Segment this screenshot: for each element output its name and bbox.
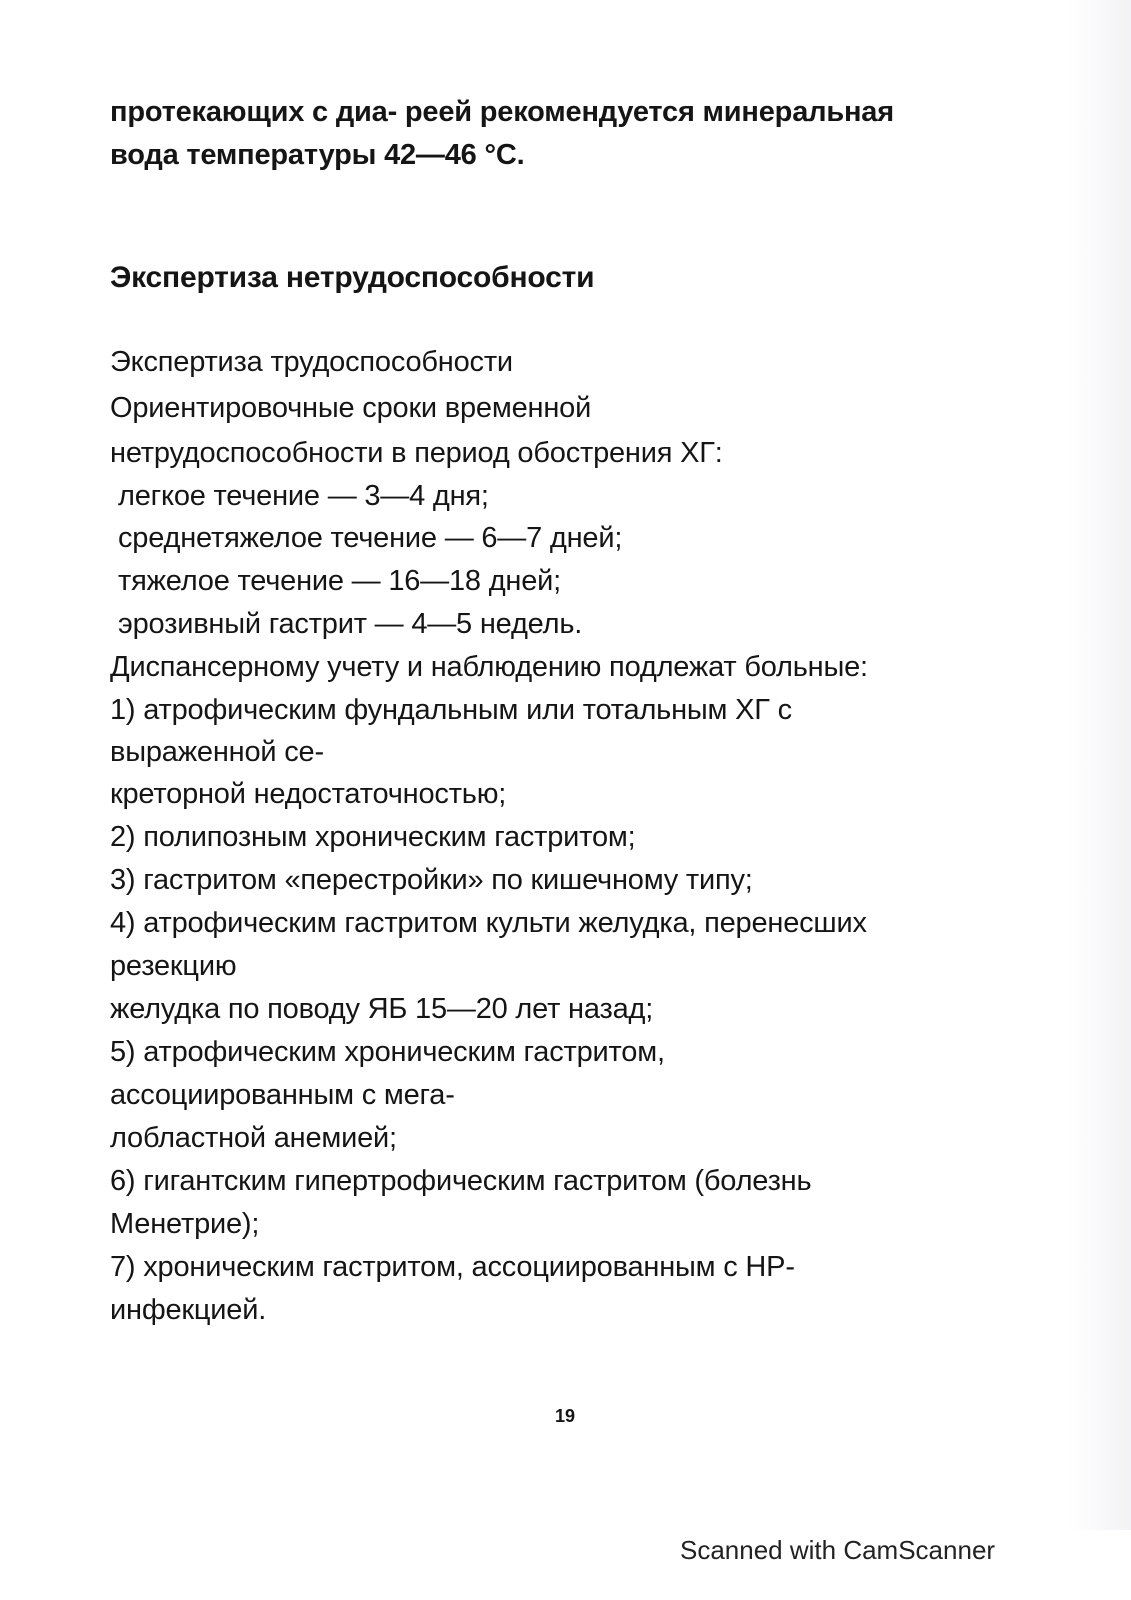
scanner-watermark: Scanned with CamScanner (680, 1535, 996, 1565)
duration-item: легкое течение — 3—4 дня; (118, 480, 489, 512)
intro-text-line-2: нетрудоспособности в период обострения ХГ: (110, 437, 723, 469)
list-line: Менетрие); (110, 1208, 260, 1240)
subheading: Экспертиза трудоспособности (110, 346, 513, 378)
list-line: 3) гастритом «перестройки» по кишечному типу; (110, 864, 753, 896)
list-line: 2) полипозным хроническим гастритом; (110, 821, 636, 853)
section-heading: Экспертиза нетрудоспособности (110, 261, 595, 294)
duration-item: эрозивный гастрит — 4—5 недель. (118, 608, 583, 640)
page-number: 19 (554, 1406, 576, 1426)
list-line: резекцию (110, 950, 237, 982)
list-line: ассоциированным с мега- (110, 1079, 455, 1111)
intro-line-1: протекающих с диа- реей рекомендуется минеральная (110, 96, 894, 128)
duration-item: тяжелое течение — 16—18 дней; (118, 565, 562, 597)
list-line: инфекцией. (110, 1294, 267, 1326)
list-line: желудка по поводу ЯБ 15—20 лет назад; (110, 993, 654, 1025)
list-line: креторной недостаточностью; (110, 778, 507, 810)
scan-edge-shadow (1069, 0, 1131, 1530)
intro-text-line-1: Ориентировочные сроки временной (110, 392, 592, 424)
list-line: выраженной се- (110, 736, 324, 768)
list-line: 5) атрофическим хроническим гастритом, (110, 1036, 665, 1068)
list-line: лобластной анемией; (110, 1122, 397, 1154)
duration-item: среднетяжелое течение — 6—7 дней; (118, 522, 623, 554)
intro-line-2: вода температуры 42—46 °С. (110, 139, 525, 171)
list-line: 4) атрофическим гастритом культи желудка, перенесших (110, 907, 867, 939)
list-line: 1) атрофическим фундальным или тотальным ХГ с (110, 694, 792, 726)
list-line: 7) хроническим гастритом, ассоциированным с НР- (110, 1251, 795, 1283)
dispensary-title: Диспансерному учету и наблюдению подлежат больные: (110, 651, 868, 683)
list-line: 6) гигантским гипертрофическим гастритом (болезнь (110, 1165, 812, 1197)
